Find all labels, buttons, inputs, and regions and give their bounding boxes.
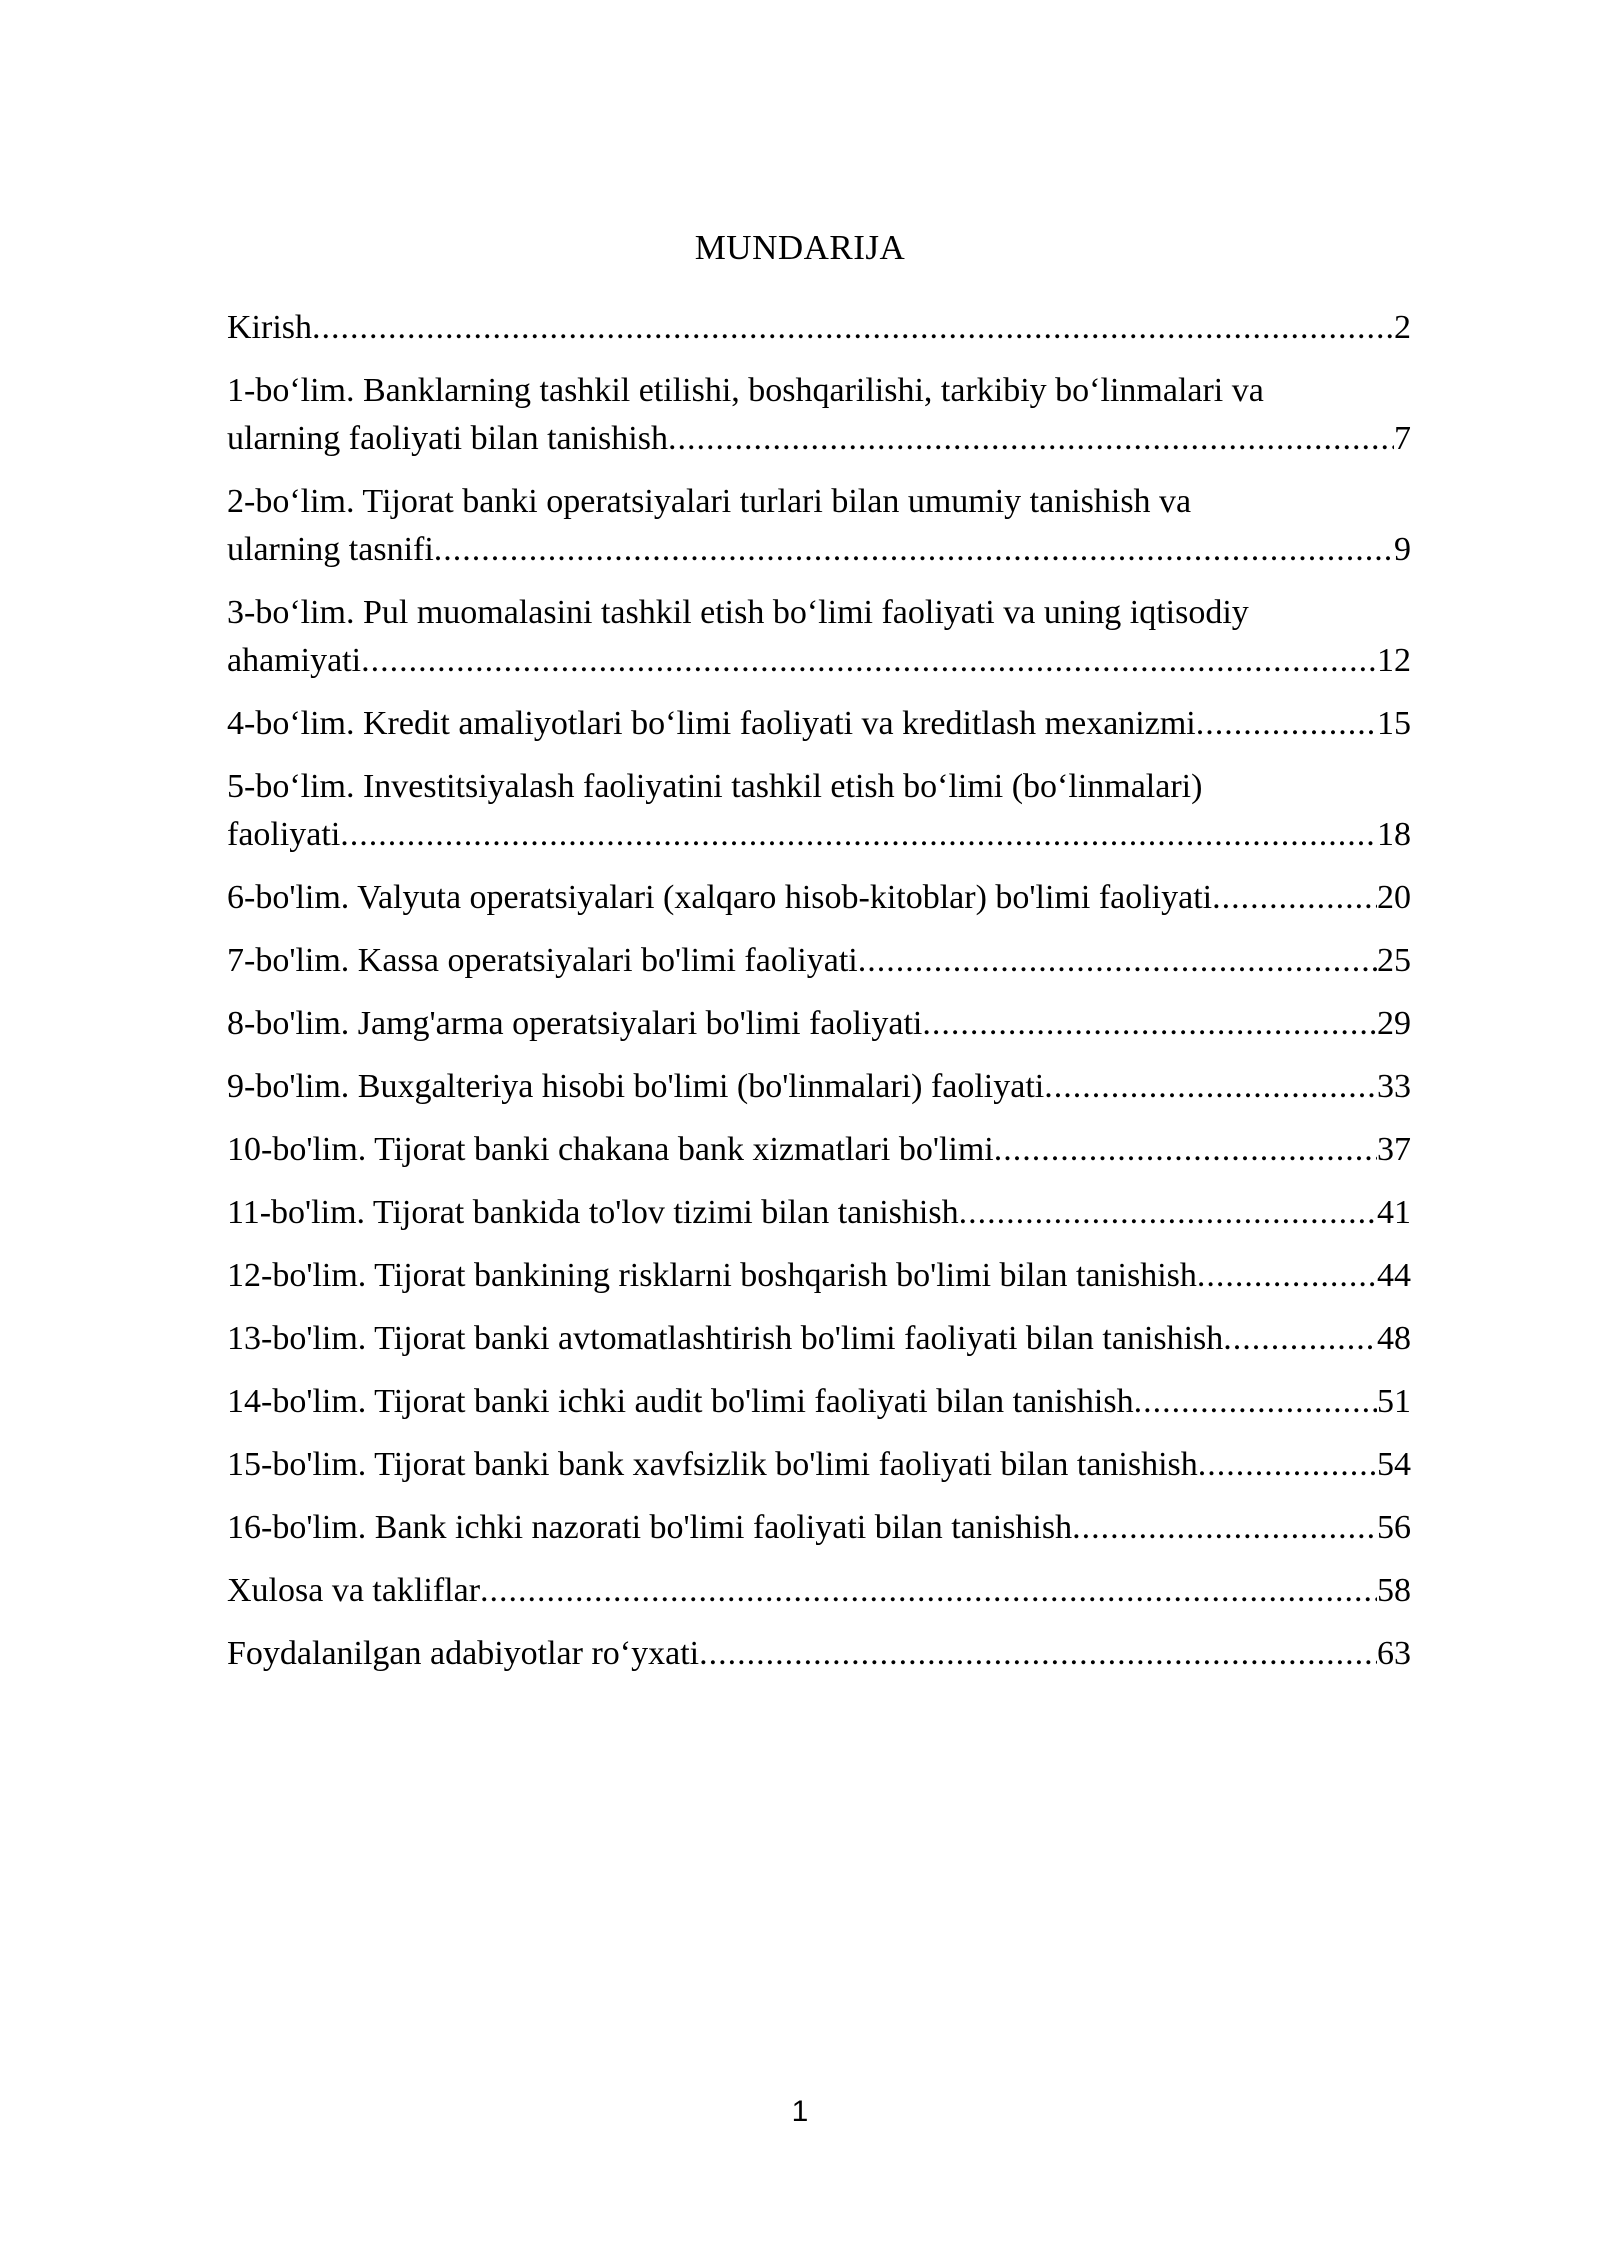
page-number: 1 — [791, 2095, 809, 2128]
dot-leader — [1198, 1441, 1377, 1489]
toc-entry-title: faoliyati — [227, 816, 341, 853]
toc-page-number: 15 — [1377, 705, 1411, 742]
dot-leader — [1044, 1063, 1377, 1111]
toc-entry-title: ahamiyati — [227, 642, 362, 679]
toc-entry — [227, 1000, 1411, 1048]
toc-entry-line — [227, 1000, 1411, 1048]
toc-entry-title: 9-bo'lim. Buxgalteriya hisobi bo'limi (bo'linmalari) faoliyati — [227, 1068, 1045, 1105]
toc-page-number: 37 — [1377, 1131, 1411, 1168]
toc-entry-line — [227, 367, 1411, 415]
toc-entry — [227, 1567, 1411, 1615]
toc-entry — [227, 304, 1411, 352]
toc-entry-title: 12-bo'lim. Tijorat bankining risklarni boshqarish bo'limi bilan tanishish — [227, 1257, 1197, 1294]
dot-leader — [1212, 874, 1377, 922]
toc-page-number: 56 — [1377, 1509, 1411, 1546]
toc-entry-title: 10-bo'lim. Tijorat banki chakana bank xizmatlari bo'limi — [227, 1131, 994, 1168]
dot-leader — [1223, 1315, 1377, 1363]
toc-entry-line — [227, 1126, 1411, 1174]
toc-page-number: 12 — [1377, 642, 1411, 679]
toc-entry-title: ularning faoliyati bilan tanishish — [227, 420, 668, 457]
toc-entry-title: 14-bo'lim. Tijorat banki ichki audit bo'limi faoliyati bilan tanishish — [227, 1383, 1134, 1420]
toc-entry-line — [227, 589, 1411, 637]
dot-leader — [922, 1000, 1377, 1048]
toc-page-number: 58 — [1377, 1572, 1411, 1609]
toc-entry-title: ularning tasnifi — [227, 531, 434, 568]
toc-entry — [227, 763, 1411, 859]
toc-entry-line — [227, 478, 1411, 526]
toc-entry-line — [227, 811, 1411, 859]
toc-entry — [227, 1630, 1411, 1678]
toc-entry — [227, 700, 1411, 748]
toc-page-number: 29 — [1377, 1005, 1411, 1042]
toc-page-number: 33 — [1377, 1068, 1411, 1105]
toc-page-number: 54 — [1377, 1446, 1411, 1483]
toc-entry-title: Xulosa va takliflar — [227, 1572, 481, 1609]
toc-entry-title: Foydalanilgan adabiyotlar ro‘yxati — [227, 1635, 700, 1672]
toc-entry-title: 8-bo'lim. Jamg'arma operatsiyalari bo'limi faoliyati — [227, 1005, 923, 1042]
toc-entry-title: 2-bo‘lim. Tijorat banki operatsiyalari turlari bilan umumiy tanishish va — [227, 483, 1192, 520]
toc-entry — [227, 1126, 1411, 1174]
toc-entry-line — [227, 700, 1411, 748]
toc-page-number: 44 — [1377, 1257, 1411, 1294]
dot-leader — [1072, 1504, 1377, 1552]
toc-entry — [227, 1189, 1411, 1237]
toc-entry-line — [227, 1063, 1411, 1111]
toc-entry-title: 1-bo‘lim. Banklarning tashkil etilishi, boshqarilishi, tarkibiy bo‘linmalari va — [227, 372, 1264, 409]
toc-entry-line — [227, 304, 1411, 352]
dot-leader — [480, 1567, 1377, 1615]
toc-entry — [227, 1378, 1411, 1426]
page-title: MUNDARIJA — [694, 228, 906, 267]
dot-leader — [434, 526, 1394, 574]
toc-entry-title: 4-bo‘lim. Kredit amaliyotlari bo‘limi faoliyati va kreditlash mexanizmi — [227, 705, 1196, 742]
toc-entry-title: 16-bo'lim. Bank ichki nazorati bo'limi faoliyati bilan tanishish — [227, 1509, 1073, 1546]
toc-entry-title: 5-bo‘lim. Investitsiyalash faoliyatini tashkil etish bo‘limi (bo‘linmalari) — [227, 768, 1203, 805]
toc-page-number: 51 — [1377, 1383, 1411, 1420]
toc-entry-line — [227, 763, 1411, 811]
toc-page-number: 20 — [1377, 879, 1411, 916]
toc-entry-line — [227, 1504, 1411, 1552]
toc-entry — [227, 1252, 1411, 1300]
toc-entry-line — [227, 1189, 1411, 1237]
toc-entry-line — [227, 1441, 1411, 1489]
toc-entry — [227, 589, 1411, 685]
toc-page-number: 2 — [1394, 309, 1411, 346]
dot-leader — [699, 1630, 1377, 1678]
toc-entry-title: Kirish — [227, 309, 312, 346]
toc-entry-line — [227, 637, 1411, 685]
toc-entry-line — [227, 874, 1411, 922]
toc-entry-title: 3-bo‘lim. Pul muomalasini tashkil etish bo‘limi faoliyati va uning iqtisodiy — [227, 594, 1249, 631]
toc-page-number: 63 — [1377, 1635, 1411, 1672]
toc-entry-title: 15-bo'lim. Tijorat banki bank xavfsizlik bo'limi faoliyati bilan tanishish — [227, 1446, 1198, 1483]
dot-leader — [1196, 700, 1377, 748]
toc-entry-line — [227, 1567, 1411, 1615]
toc-entry — [227, 478, 1411, 574]
dot-leader — [994, 1126, 1377, 1174]
toc-page-number: 25 — [1377, 942, 1411, 979]
toc-entry-line — [227, 1315, 1411, 1363]
toc-entry-line — [227, 415, 1411, 463]
toc-entry — [227, 1063, 1411, 1111]
toc-page-number: 18 — [1377, 816, 1411, 853]
toc-entry — [227, 1504, 1411, 1552]
dot-leader — [312, 304, 1394, 352]
toc-page-number: 48 — [1377, 1320, 1411, 1357]
toc-entry — [227, 1441, 1411, 1489]
toc-entry-line — [227, 937, 1411, 985]
toc-entry-line — [227, 1252, 1411, 1300]
dot-leader — [668, 415, 1394, 463]
toc-page-number: 41 — [1377, 1194, 1411, 1231]
toc-entry-line — [227, 1378, 1411, 1426]
toc-entry — [227, 1315, 1411, 1363]
toc-page-number: 7 — [1394, 420, 1411, 457]
toc-entry — [227, 937, 1411, 985]
table-of-contents — [227, 304, 1411, 1693]
toc-page-number: 9 — [1394, 531, 1411, 568]
dot-leader — [1197, 1252, 1377, 1300]
toc-entry-title: 11-bo'lim. Tijorat bankida to'lov tizimi bilan tanishish — [227, 1194, 959, 1231]
toc-entry — [227, 367, 1411, 463]
toc-entry-title: 7-bo'lim. Kassa operatsiyalari bo'limi faoliyati — [227, 942, 858, 979]
dot-leader — [858, 937, 1377, 985]
toc-entry — [227, 874, 1411, 922]
dot-leader — [1134, 1378, 1377, 1426]
toc-entry-title: 13-bo'lim. Tijorat banki avtomatlashtirish bo'limi faoliyati bilan tanishish — [227, 1320, 1224, 1357]
toc-entry-line — [227, 526, 1411, 574]
toc-entry-line — [227, 1630, 1411, 1678]
dot-leader — [959, 1189, 1377, 1237]
dot-leader — [361, 637, 1377, 685]
toc-entry-title: 6-bo'lim. Valyuta operatsiyalari (xalqaro hisob-kitoblar) bo'limi faoliyati — [227, 879, 1213, 916]
dot-leader — [340, 811, 1377, 859]
